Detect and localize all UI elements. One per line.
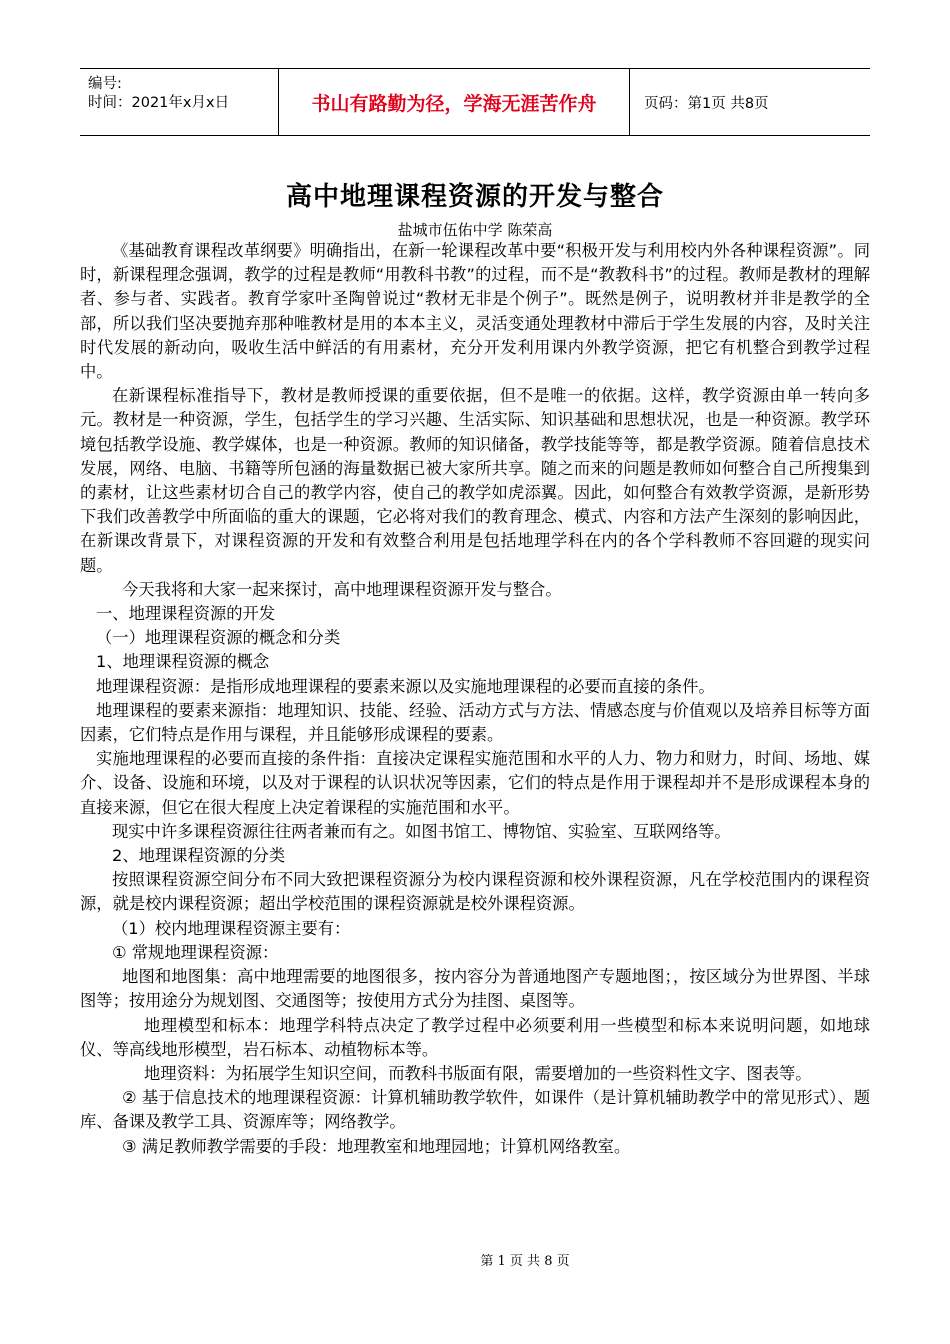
document-title: 高中地理课程资源的开发与整合 xyxy=(285,182,664,212)
page-header xyxy=(80,68,870,136)
header-page-info: 页码：第1页 共8页 xyxy=(644,95,769,112)
list-item xyxy=(80,1135,870,1159)
list-item-lead: ② 基于信息技术的地理课程资源： xyxy=(122,1088,371,1108)
paragraph: 今天我将和大家一起来探讨，高中地理课程资源开发与整合。 xyxy=(122,579,562,599)
subsection-heading: 2、地理课程资源的分类 xyxy=(112,846,286,866)
paragraph: 现实中许多课程资源往往两者兼而有之。如图书馆工、博物馆、实验室、互联网络等。 xyxy=(112,821,731,841)
paragraph: 地图和地图集：高中地理需要的地图很多，按内容分为普通地图产专题地图；，按区域分为世界图、半球图等；按用途分为规划图、交通图等；按使用方式分为挂图、桌图等。 xyxy=(80,967,870,1011)
paragraph: 在新课程标准指导下，教材是教师授课的重要依据，但不是唯一的依据。这样，教学资源由单一转向多元。教材是一种资源，学生，包括学生的学习兴趣、生活实际、知识基础和思想状况，也是一种资源。教学环境包括教学设施、教学媒体，也是一种资源。教师的知识储备，教学技能等等，都是教学资源。随着信息技术发展，网络、电脑、书籍等所包涵的海量数据已被大家所共享。随之而来的问题是教师如何整合自己所搜集到的素材，让这些素材切合自己的教学内容，使自己的教学如虎添翼。因此，如何整合有效教学资源，是新形势下我们改善教学中所面临的重大的课题，它必将对我们的教育理念、模式、内容和方法产生深刻的影响因此，在新课改背景下，对课程资源的开发和有效整合利用是包括地理学科在内的各个学科教师不容回避的现实问题。 xyxy=(80,386,870,575)
header-number: 编号: xyxy=(88,76,122,92)
header-motto: 书山有路勤为径，学海无涯苦作舟 xyxy=(278,69,630,135)
header-meta xyxy=(80,69,278,135)
page-footer: 第 1 页 共 8 页 xyxy=(480,1254,570,1269)
section-heading: 一、地理课程资源的开发 xyxy=(96,604,276,624)
list-item-text: 计算机辅助教学软件，如课件（是计算机辅助教学中的常见形式）、题库、备课及教学工具、资源库等；网络教学。 xyxy=(80,1088,870,1132)
list-heading: （1）校内地理课程资源主要有： xyxy=(112,918,351,938)
definition: 地理课程资源：是指形成地理课程的要素来源以及实施地理课程的必要而直接的条件。 xyxy=(96,676,715,696)
paragraph: 地理模型和标本：地理学科特点决定了教学过程中必须要利用一些模型和标本来说明问题，如地球仪、等高线地形模型，岩石标本、动植物标本等。 xyxy=(80,1015,870,1059)
header-time: 时间：2021年x月x日 xyxy=(88,95,230,111)
subsection-heading: （一）地理课程资源的概念和分类 xyxy=(96,628,341,648)
paragraph: 《基础教育课程改革纲要》明确指出，在新一轮课程改革中要“积极开发与利用校内外各种课程资源”。同时，新课程理念强调，教学的过程是教师“用教科书教”的过程，而不是“教教科书”的过程。教师是教材的理解者、参与者、实践者。教育学家叶圣陶曾说过“教材无非是个例子”。既然是例子，说明教材并非是教学的全部，所以我们坚决要抛弃那种唯教材是用的本本主义，灵活变通处理教材中滞后于学生发展的内容，及时关注时代发展的新动向，吸收生活中鲜活的有用素材，充分开发利用课内外教学资源，把它有机整合到教学过程中。 xyxy=(80,241,870,382)
author-line: 盐城市伍佑中学 陈荣高 xyxy=(397,221,553,239)
list-item-lead: ③ 满足教师教学需要的手段： xyxy=(122,1136,338,1156)
paragraph: 地理资料：为拓展学生知识空间，而教科书版面有限，需要增加的一些资料性文字、图表等。 xyxy=(144,1063,812,1083)
document-body xyxy=(80,239,870,1159)
subsection-heading: 1、地理课程资源的概念 xyxy=(96,652,270,672)
list-item xyxy=(80,1086,870,1134)
list-item-text: 地理教室和地理园地；计算机网络教室。 xyxy=(337,1136,631,1156)
list-item: ① 常规地理课程资源： xyxy=(112,942,279,962)
paragraph: 地理课程的要素来源指：地理知识、技能、经验、活动方式与方法、情感态度与价值观以及培养目标等方面因素，它们特点是作用与课程，并且能够形成课程的要素。 xyxy=(80,700,870,745)
paragraph: 实施地理课程的必要而直接的条件指：直接决定课程实施范围和水平的人力、物力和财力，时间、场地、媒介、设备、设施和环境，以及对于课程的认识状况等因素，它们的特点是作用于课程却并不是形成课程本身的直接来源，但它在很大程度上决定着课程的实施范围和水平。 xyxy=(80,749,870,817)
paragraph: 按照课程资源空间分布不同大致把课程资源分为校内课程资源和校外课程资源，凡在学校范围内的课程资源，就是校内课程资源；超出学校范围的课程资源就是校外课程资源。 xyxy=(80,870,870,914)
